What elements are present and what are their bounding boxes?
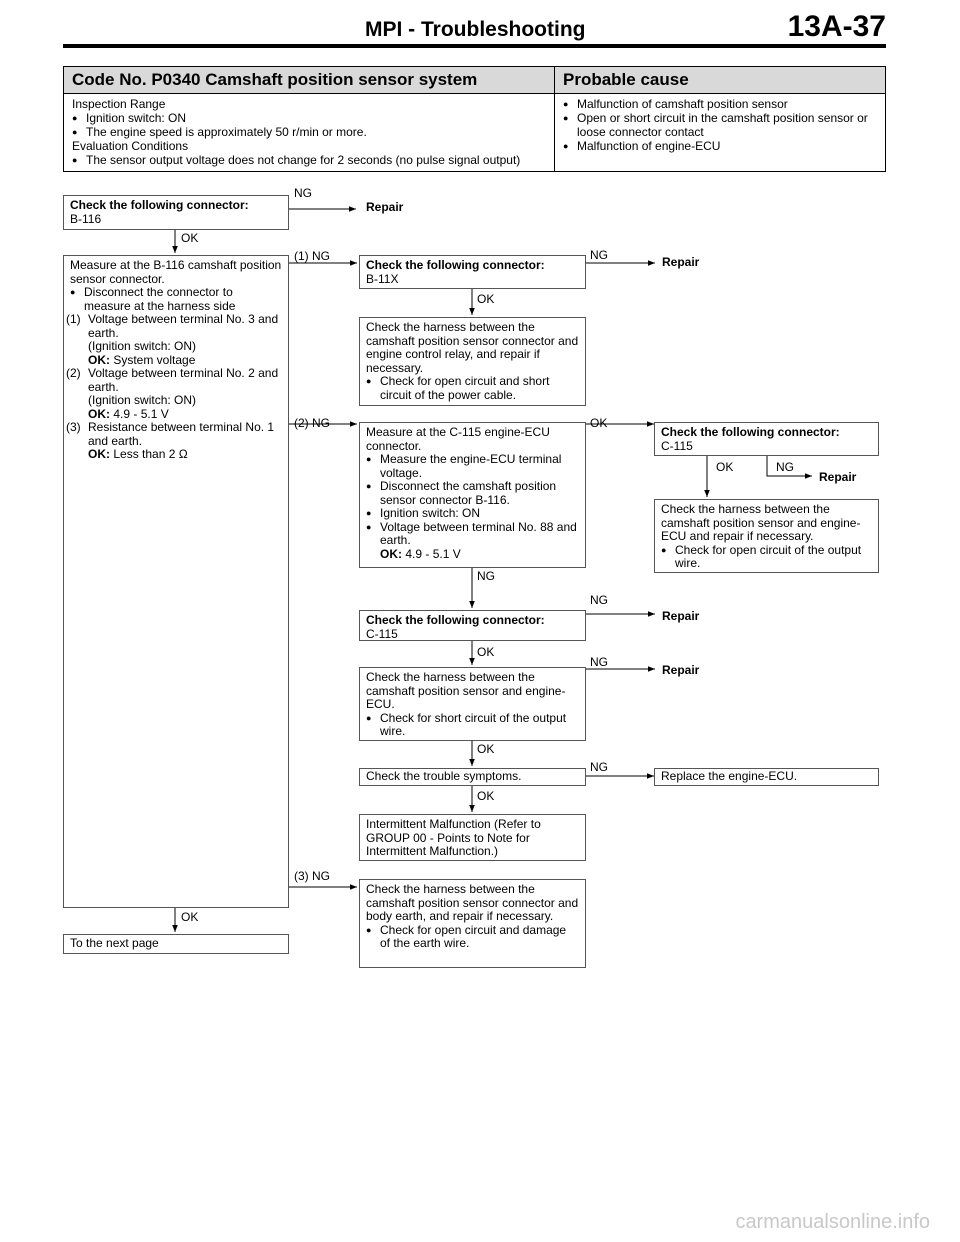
ok-label: OK: [477, 742, 495, 756]
check-connector-c115-box-2: [359, 610, 586, 641]
measure-b116-box: [63, 255, 289, 908]
box-title: Check the following connector:: [661, 425, 840, 439]
inspection-range-label: Inspection Range: [72, 97, 166, 111]
box-bullet: ● Check for open circuit of the output wire.: [661, 544, 872, 571]
measure-number: (3): [66, 420, 81, 434]
box-bullet: ● Voltage between terminal No. 88 and earth.: [366, 521, 579, 548]
evaluation-item: ● The sensor output voltage does not change for 2 seconds (no pulse signal output): [72, 153, 546, 167]
probable-cause-title: Probable cause: [555, 67, 886, 94]
ng-label: NG: [590, 593, 608, 607]
measure-condition: (Ignition switch: ON): [88, 339, 197, 353]
measure-text: Resistance between terminal No. 1 and earth.: [88, 420, 275, 448]
replace-ecu-box: [654, 768, 879, 786]
ok-label: OK: [181, 231, 199, 245]
ok-label: OK: [477, 292, 495, 306]
box-title: Check the following connector:: [366, 258, 545, 272]
check-connector-b11x-box: [359, 255, 586, 289]
box-text: B-116: [70, 211, 102, 226]
inspection-item: ● Ignition switch: ON: [72, 111, 546, 125]
measure-text: Voltage between terminal No. 2 and earth.: [88, 366, 279, 394]
ok-label: OK: [716, 460, 734, 474]
ok-spec-label: OK:: [88, 406, 110, 421]
box-text: Replace the engine-ECU.: [661, 769, 798, 783]
box-title: Check the following connector:: [70, 198, 249, 212]
repair-label: Repair: [662, 609, 700, 623]
cause-item: ● Open or short circuit in the camshaft position sensor or loose connector contact: [563, 111, 877, 139]
ok-spec-value: System voltage: [113, 352, 196, 367]
box-bullet: ● Ignition switch: ON: [366, 507, 579, 521]
repair-label: Repair: [819, 470, 857, 484]
repair-label: Repair: [662, 255, 700, 269]
ok-spec-label: OK:: [88, 447, 110, 461]
check-connector-c115-box: [654, 422, 879, 456]
ok-spec-value: Less than 2 Ω: [113, 447, 188, 461]
page-number: 13A-37: [787, 10, 886, 43]
ng-label: NG: [590, 760, 608, 774]
box-text: Check the trouble symptoms.: [366, 769, 522, 783]
next-page-box: [63, 934, 289, 954]
box-text: Measure at the B-116 camshaft position sensor connector.: [70, 258, 282, 286]
box-text: Check the harness between the camshaft position sensor connector and body earth, and repair if necessary.: [366, 882, 579, 923]
measure-text: Voltage between terminal No. 3 and earth.: [88, 312, 279, 340]
box-bullet: ● Measure the engine-ECU terminal voltage.: [366, 453, 579, 480]
box-text: Check the harness between the camshaft position sensor and engine-ECU.: [366, 670, 566, 711]
box-text: C-115: [366, 626, 398, 641]
box-text: Check the harness between the camshaft position sensor and engine-ECU and repair if necessary.: [661, 502, 861, 543]
measure-number: (1): [66, 312, 81, 326]
ng-label: NG: [294, 186, 312, 200]
box-bullet: ● Check for short circuit of the output wire.: [366, 712, 579, 739]
cause-item: ● Malfunction of engine-ECU: [563, 139, 877, 153]
ng-label: NG: [590, 655, 608, 669]
measure-number: (2): [66, 366, 81, 380]
ok-label: OK: [477, 789, 495, 803]
ng1-label: (1) NG: [294, 249, 330, 263]
harness-output-open-box: [654, 499, 879, 573]
ok-spec-value: 4.9 - 5.1 V: [405, 546, 461, 561]
box-bullet: ● Check for open circuit and short circuit of the power cable.: [366, 375, 579, 402]
evaluation-label: Evaluation Conditions: [72, 139, 189, 153]
measure-c115-box: [359, 422, 586, 568]
trouble-symptoms-box: [359, 768, 586, 786]
box-title: Check the following connector:: [366, 613, 545, 627]
ng-label: NG: [776, 460, 794, 474]
harness-earth-box: [359, 879, 586, 968]
section-title: MPI - Troubleshooting: [365, 18, 586, 41]
box-text: Measure at the C-115 engine-ECU connector.: [366, 425, 550, 453]
inspection-item: ● The engine speed is approximately 50 r/min or more.: [72, 125, 546, 139]
ok-spec-label: OK:: [380, 546, 402, 561]
ok-spec-label: OK:: [88, 352, 110, 367]
ng3-label: (3) NG: [294, 869, 330, 883]
repair-label: Repair: [662, 663, 700, 677]
ok-label: OK: [590, 416, 608, 430]
cause-item: ● Malfunction of camshaft position sensor: [563, 97, 877, 111]
measure-condition: (Ignition switch: ON): [88, 393, 197, 407]
harness-output-short-box: [359, 667, 586, 741]
ok-spec-value: 4.9 - 5.1 V: [113, 406, 169, 421]
box-text: Intermittent Malfunction (Refer to GROUP 00 - Points to Note for Intermittent Malfunction.): [366, 817, 541, 858]
box-bullet: ● Disconnect the connector to measure at the harness side: [70, 286, 282, 313]
ok-label: OK: [477, 645, 495, 659]
box-text: C-115: [661, 438, 693, 453]
repair-label: Repair: [366, 200, 404, 214]
check-connector-b116-box: [63, 195, 289, 230]
watermark: carmanualsonline.info: [735, 1211, 930, 1233]
box-text: Check the harness between the camshaft position sensor connector and engine control relay, and repair if necessary.: [366, 320, 579, 375]
ok-label: OK: [181, 910, 199, 924]
box-text: B-11X: [366, 271, 399, 286]
box-bullet: ● Check for open circuit and damage of the earth wire.: [366, 924, 579, 951]
box-text: To the next page: [70, 936, 159, 950]
ng-label: NG: [477, 569, 495, 583]
harness-relay-box: [359, 317, 586, 406]
ng2-label: (2) NG: [294, 416, 330, 430]
box-bullet: ● Disconnect the camshaft position sensor connector B-116.: [366, 480, 579, 507]
ng-label: NG: [590, 248, 608, 262]
intermittent-malfunction-box: [359, 814, 586, 861]
code-title: Code No. P0340 Camshaft position sensor system: [64, 67, 555, 94]
